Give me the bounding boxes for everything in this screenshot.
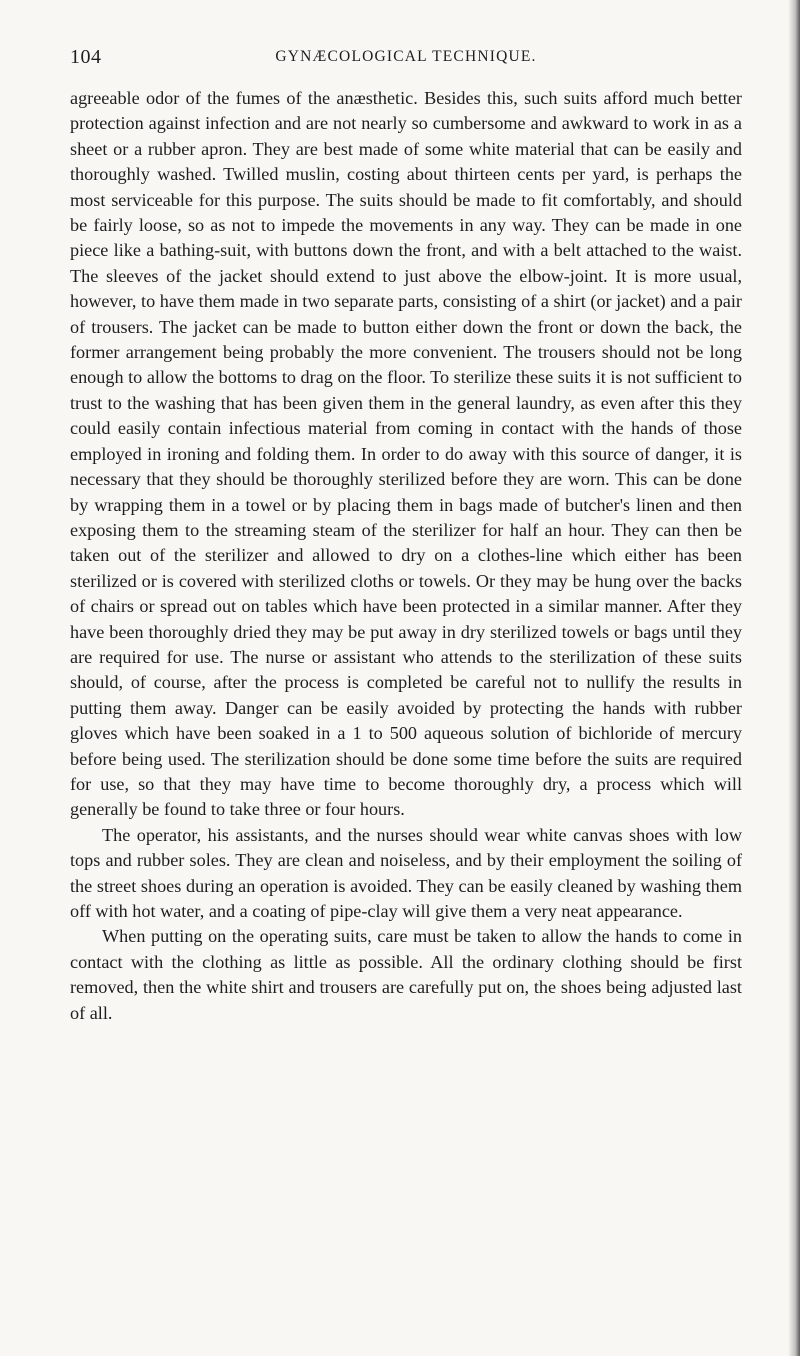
page-edge-shadow <box>788 0 800 1356</box>
paragraph-3: When putting on the operating suits, care must be taken to allow the hands to come in contact with the clothing as little as possible. All the ordinary clothing should be first removed, then the white shirt and trousers are carefully put on, the shoes being adjusted last of all. <box>70 926 742 1023</box>
paragraph-2: The operator, his assistants, and the nurses should wear white canvas shoes with low tops and rubber soles. They are clean and noiseless, and by their employment the soiling of the street shoes during an operation is avoided. They can be easily cleaned by washing them off with hot water, and a coating of pipe-clay will give them a very neat appearance. <box>70 824 742 921</box>
page-number: 104 <box>70 46 102 68</box>
running-title: GYNÆCOLOGICAL TECHNIQUE. <box>275 48 537 65</box>
paragraph-1: agreeable odor of the fumes of the anæsthetic. Besides this, such suits afford much better protection against infection and are not nearly so cumbersome and awkward to work in as a sheet or a rubber apron. They are best made of some white material that can be easily and thoroughly washed. Twilled muslin, costing about thirteen cents per yard, is perhaps the most serviceable for this purpose. The suits should be made to fit comfortably, and should be fairly loose, so as not to impede the movements in any way. They can be made in one piece like a bathing-suit, with buttons down the front, and with a belt attached to the waist. The sleeves of the jacket should extend to just above the elbow-joint. It is more usual, however, to have them made in two separate parts, consisting of a shirt (or jacket) and a pair of trousers. The jacket can be made to button either down the front or down the back, the former arrangement being probably the more convenient. The trousers should not be long enough to allow the bottoms to drag on the floor. To sterilize these suits it is not sufficient to trust to the washing that has been given them in the general laundry, as even after this they could easily contain infectious material from coming in contact with the hands of those employed in ironing and folding them. In order to do away with this source of danger, it is necessary that they should be thoroughly sterilized before they are worn. This can be done by wrapping them in a towel or by placing them in bags made of butcher's linen and then exposing them to the streaming steam of the sterilizer for half an hour. They can then be taken out of the sterilizer and allowed to dry on a clothes-line which either has been sterilized or is covered with sterilized cloths or towels. Or they may be hung over the backs of chairs or spread out on tables which have been protected in a similar manner. After they have been thoroughly dried they may be put away in dry sterilized towels or bags until they are required for use. The nurse or assistant who attends to the sterilization of these suits should, of course, after the process is completed be careful not to nullify the results in putting them away. Danger can be easily avoided by protecting the hands with rubber gloves which have been soaked in a 1 to 500 aqueous solution of bichloride of mercury before being used. The sterilization should be done some time before the suits are required for use, so that they may have time to become thoroughly dry, a process which will generally be found to take three or four hours. <box>70 88 742 820</box>
running-head <box>70 46 742 76</box>
body-text <box>70 86 742 1026</box>
